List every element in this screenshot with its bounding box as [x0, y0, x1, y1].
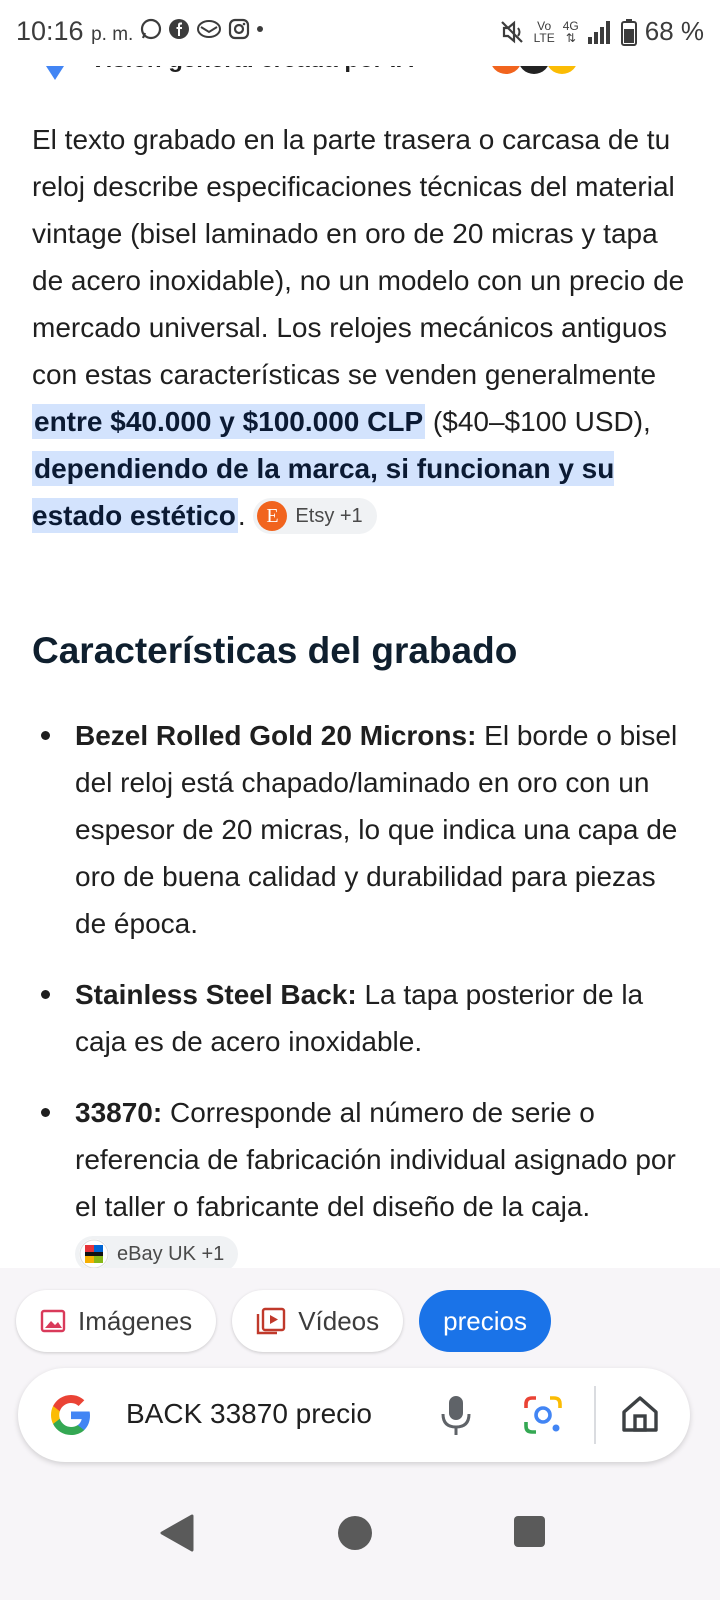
- search-divider: [594, 1386, 596, 1444]
- home-button-icon[interactable]: [338, 1516, 372, 1550]
- filter-chips: [16, 1290, 551, 1352]
- network-indicator: [563, 20, 579, 44]
- bullet-term: Stainless Steel Back:: [75, 979, 357, 1010]
- email-icon: [196, 18, 222, 40]
- back-icon[interactable]: [160, 1514, 194, 1552]
- chip-prices-label: precios: [443, 1305, 527, 1336]
- microphone-icon[interactable]: [436, 1394, 476, 1438]
- status-time: [16, 16, 133, 47]
- characteristics-list: [32, 712, 692, 1301]
- source-chip-label: eBay UK +1: [117, 1242, 225, 1265]
- answer-text-usd: ($40–$100 USD),: [425, 406, 651, 437]
- etsy-logo-icon: E: [257, 501, 287, 531]
- google-lens-icon[interactable]: [522, 1394, 564, 1436]
- home-icon[interactable]: [620, 1394, 660, 1434]
- source-chip-etsy[interactable]: [253, 498, 376, 534]
- time-text: 10:16: [16, 16, 84, 46]
- video-icon: [256, 1307, 286, 1335]
- list-item: [32, 712, 692, 947]
- chip-images-label: Imágenes: [78, 1305, 193, 1336]
- bullet-term: Bezel Rolled Gold 20 Microns:: [75, 720, 477, 751]
- volte-top: Vo: [537, 18, 552, 33]
- bullet-term: 33870:: [75, 1097, 163, 1128]
- google-logo-icon: [48, 1392, 94, 1438]
- chip-videos[interactable]: [232, 1290, 403, 1352]
- battery-percent: 68 %: [644, 16, 704, 46]
- whatsapp-icon: [140, 18, 162, 40]
- search-query: BACK 33870 precio: [126, 1398, 372, 1429]
- mute-icon: [498, 18, 526, 46]
- answer-text-start: El texto grabado en la parte trasera o carcasa de tu reloj describe especificaciones técnicas del material vintage (bisel laminado en oro de 20 micras y tapa de acero inoxidable), no un modelo con un precio de mercado universal. Los relojes mecánicos antiguos con estas características se venden generalmente: [32, 124, 685, 390]
- image-icon: [40, 1308, 66, 1334]
- source-chip-ebay[interactable]: [75, 1236, 238, 1272]
- ampm-text: p. m.: [91, 24, 134, 45]
- network-type: 4G: [562, 18, 579, 33]
- volte-bottom: LTE: [533, 30, 555, 45]
- chip-videos-label: Vídeos: [298, 1305, 380, 1336]
- volte-indicator: [534, 20, 555, 44]
- answer-text-end: .: [237, 500, 246, 531]
- ai-spark-icon: [44, 64, 66, 82]
- chip-prices[interactable]: [419, 1290, 551, 1352]
- notification-icons: [140, 18, 264, 40]
- status-right: [498, 16, 704, 47]
- search-bar[interactable]: [18, 1368, 690, 1462]
- android-nav-bar: [0, 1480, 720, 1600]
- section-title: Características del grabado: [32, 630, 518, 671]
- list-item: [32, 1089, 692, 1277]
- bullet-desc: Corresponde al número de serie o referencia de fabricación individual asignado por el taller o fabricante del diseño de la caja.: [75, 1097, 676, 1222]
- bottom-search-panel: [0, 1268, 720, 1480]
- instagram-icon: [228, 18, 250, 40]
- ebay-logo-icon: [79, 1239, 109, 1269]
- answer-paragraph: [32, 116, 692, 539]
- recents-icon[interactable]: [514, 1516, 545, 1547]
- list-item: [32, 971, 692, 1065]
- chip-images[interactable]: [16, 1290, 216, 1352]
- bullet-desc: La tapa posterior de la caja es de acero inoxidable.: [75, 979, 644, 1057]
- source-chip-label: Etsy +1: [295, 504, 363, 527]
- status-bar: [0, 0, 720, 66]
- more-notifications-icon: [256, 25, 264, 33]
- data-arrows-icon: ⇅: [565, 30, 576, 45]
- answer-highlight-price: entre $40.000 y $100.000 CLP: [34, 406, 424, 437]
- facebook-icon: [168, 18, 190, 40]
- answer-highlight-condition: dependiendo de la marca, si funcionan y su estado estético: [32, 453, 615, 531]
- bullet-desc: El borde o bisel del reloj está chapado/laminado en oro con un espesor de 20 micras, lo que indica una capa de oro de buena calidad y durabilidad para piezas de época.: [75, 720, 678, 939]
- battery-icon: [621, 18, 637, 46]
- signal-icon: [587, 19, 613, 45]
